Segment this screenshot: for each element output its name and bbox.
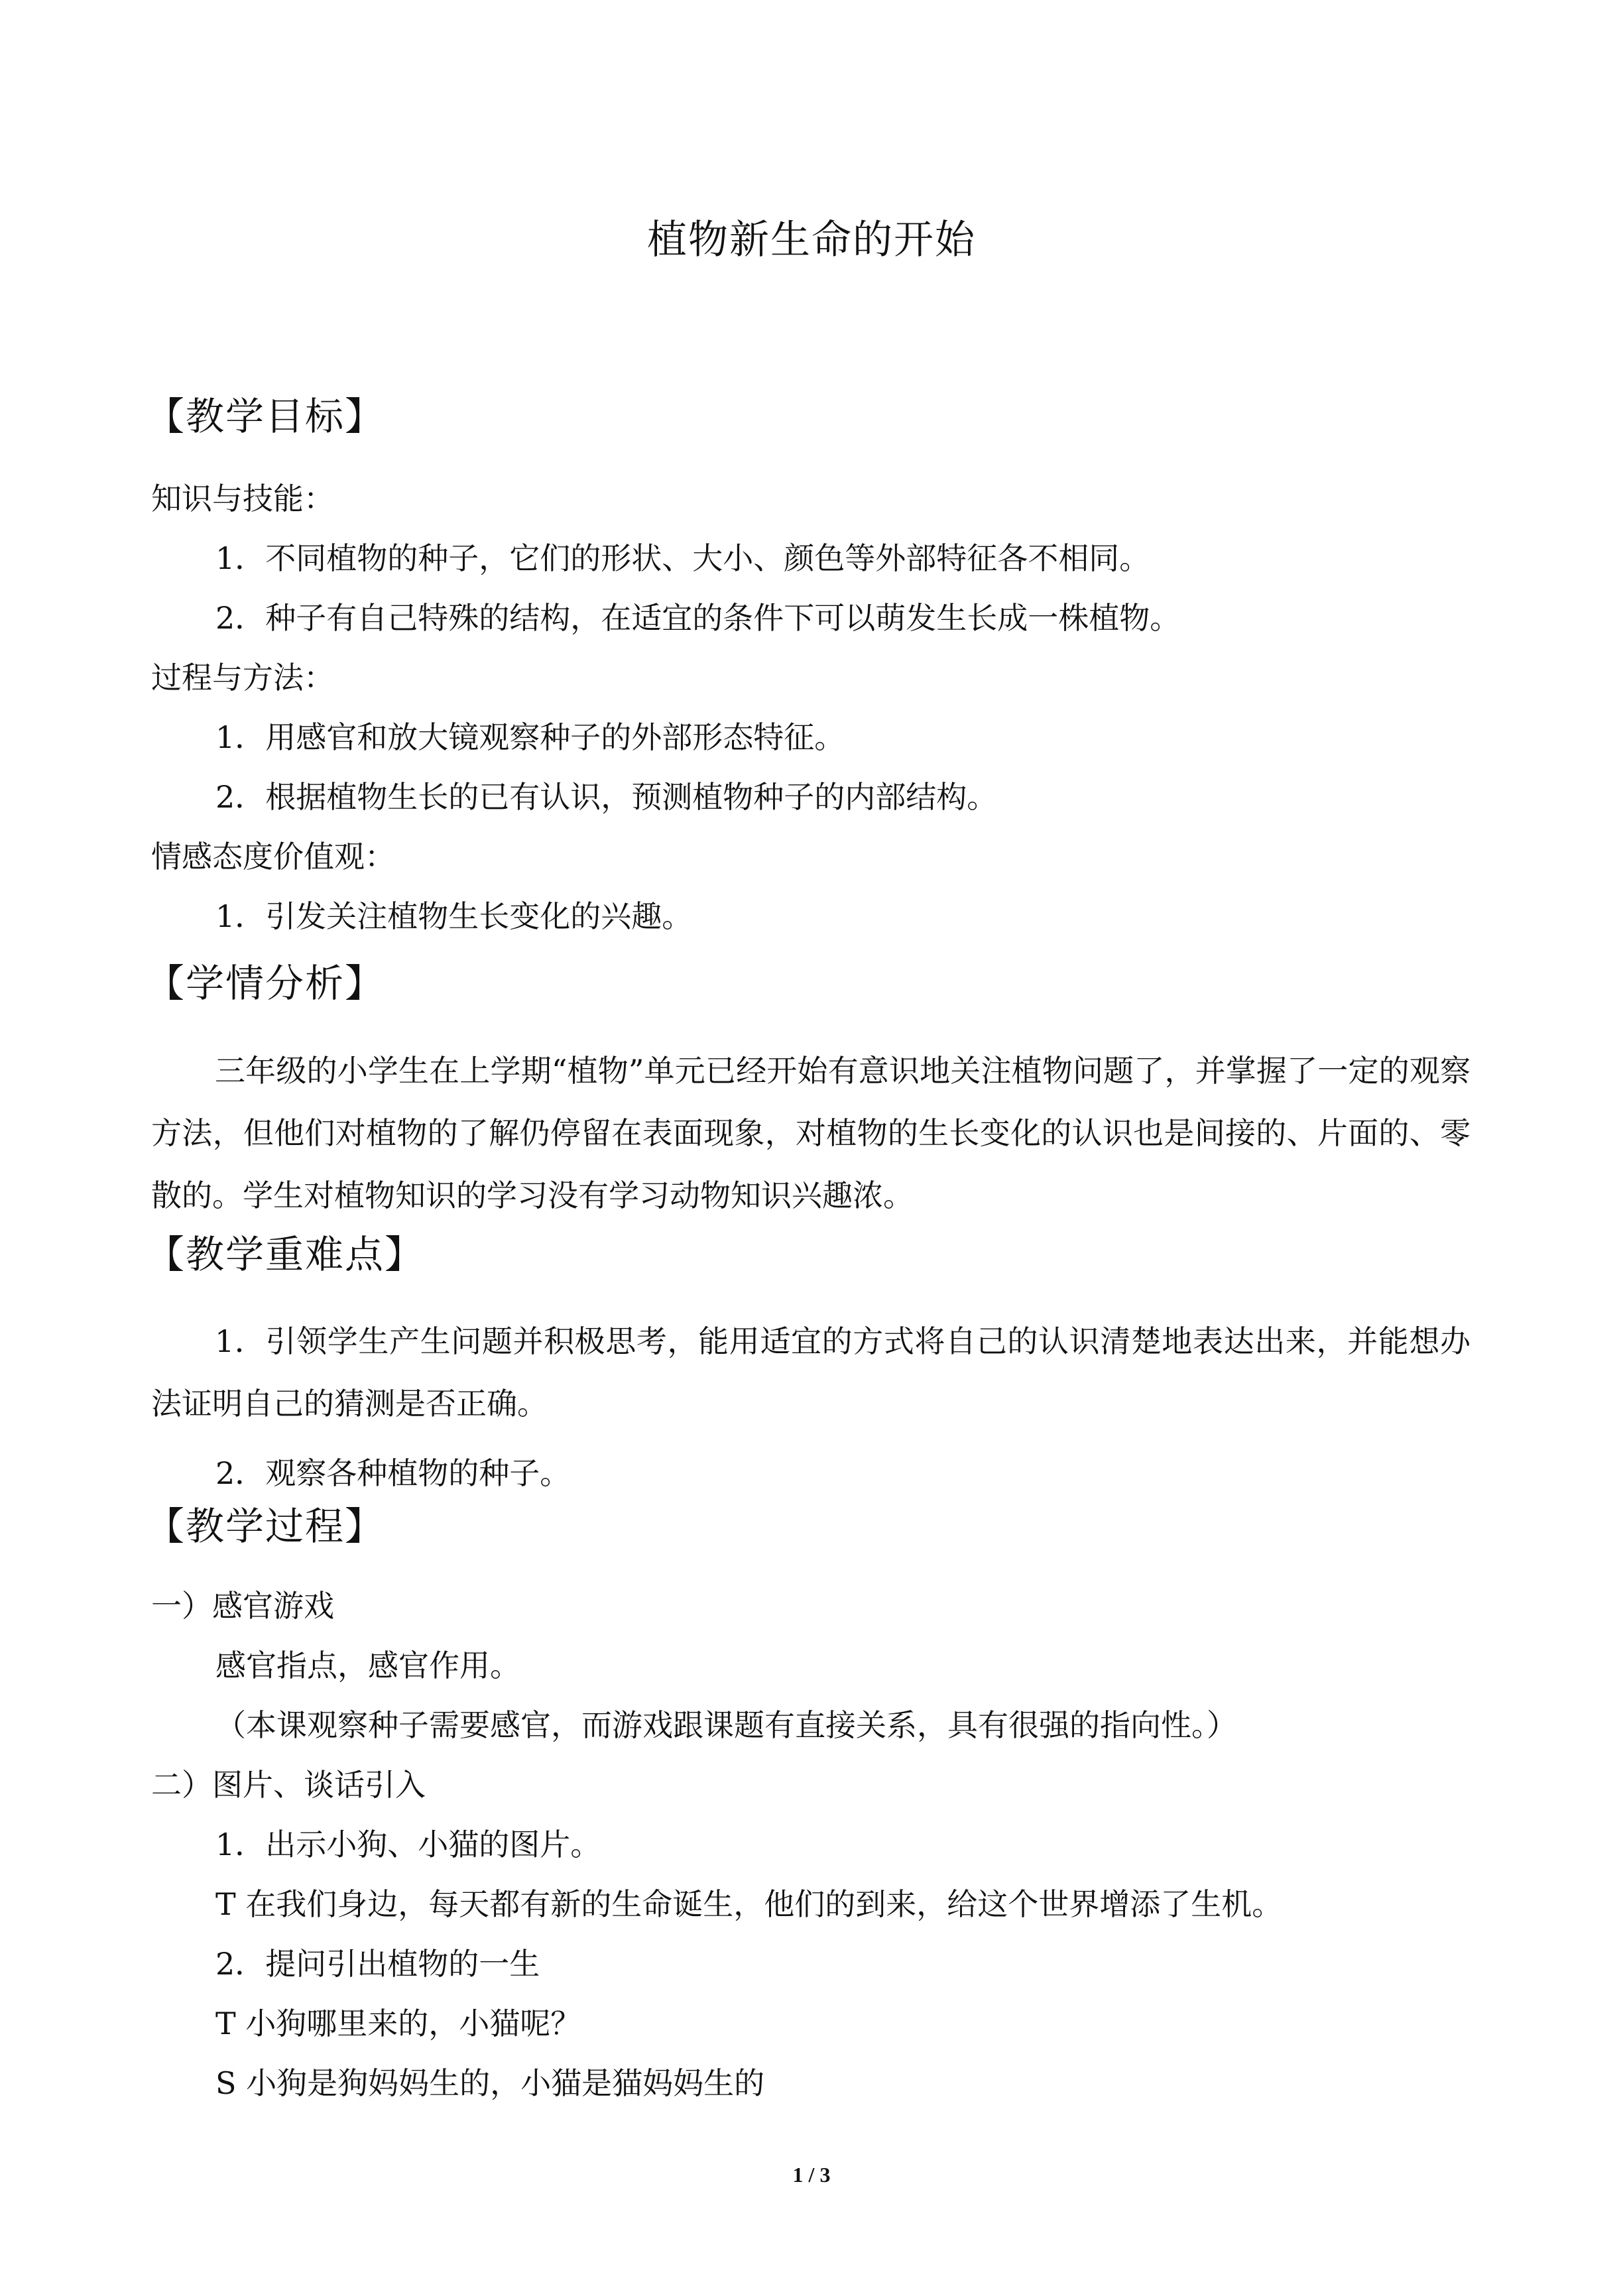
process-item-2: 2．根据植物生长的已有认识，预测植物种子的内部结构。	[215, 779, 998, 815]
step-2-line-4: T 小狗哪里来的，小猫呢？	[215, 2006, 581, 2041]
emotion-label: 情感态度价值观：	[151, 839, 395, 875]
step-2-line-5: S 小狗是狗妈妈生的，小猫是猫妈妈生的	[215, 2065, 765, 2101]
knowledge-item-2: 2．种子有自己特殊的结构，在适宜的条件下可以萌发生长成一株植物。	[215, 600, 1181, 636]
knowledge-item-1: 1．不同植物的种子，它们的形状、大小、颜色等外部特征各不相同。	[215, 540, 1150, 576]
process-label: 过程与方法：	[151, 660, 334, 695]
section-heading-key-points: 【教学重难点】	[146, 1232, 425, 1277]
step-2-line-3: 2．提问引出植物的一生	[215, 1946, 540, 1982]
process-item-1: 1．用感官和放大镜观察种子的外部形态特征。	[215, 719, 845, 755]
emotion-item-1: 1．引发关注植物生长变化的兴趣。	[215, 898, 693, 934]
step-2-line-2: T 在我们身边，每天都有新的生命诞生，他们的到来，给这个世界增添了生机。	[215, 1886, 1283, 1922]
section-heading-goals: 【教学目标】	[146, 394, 385, 439]
step-1-line-1: 感官指点，感官作用。	[215, 1648, 520, 1683]
document-title: 植物新生命的开始	[647, 217, 976, 263]
step-2-title: 二）图片、谈话引入	[151, 1767, 426, 1803]
analysis-paragraph: 三年级的小学生在上学期“植物”单元已经开始有意识地关注植物问题了，并掌握了一定的观察方法，但他们对植物的了解仍停留在表面现象，对植物的生长变化的认识也是间接的、片面的、零散的。学生对植物知识的学习没有学习动物知识兴趣浓。	[151, 1053, 1471, 1213]
key-point-1: 1．引领学生产生问题并积极思考，能用适宜的方式将自己的认识清楚地表达出来，并能想办法证明自己的猜测是否正确。	[151, 1323, 1471, 1421]
step-1-title: 一）感官游戏	[151, 1588, 334, 1624]
step-2-line-1: 1．出示小狗、小猫的图片。	[215, 1827, 601, 1862]
page-number: 1 / 3	[792, 2163, 831, 2187]
section-heading-teaching-process: 【教学过程】	[146, 1504, 385, 1549]
step-1-line-2: （本课观察种子需要感官，而游戏跟课题有直接关系，具有很强的指向性。）	[215, 1707, 1237, 1743]
key-point-2: 2．观察各种植物的种子。	[215, 1455, 571, 1491]
section-heading-analysis: 【学情分析】	[146, 961, 385, 1006]
knowledge-label: 知识与技能：	[151, 481, 334, 516]
